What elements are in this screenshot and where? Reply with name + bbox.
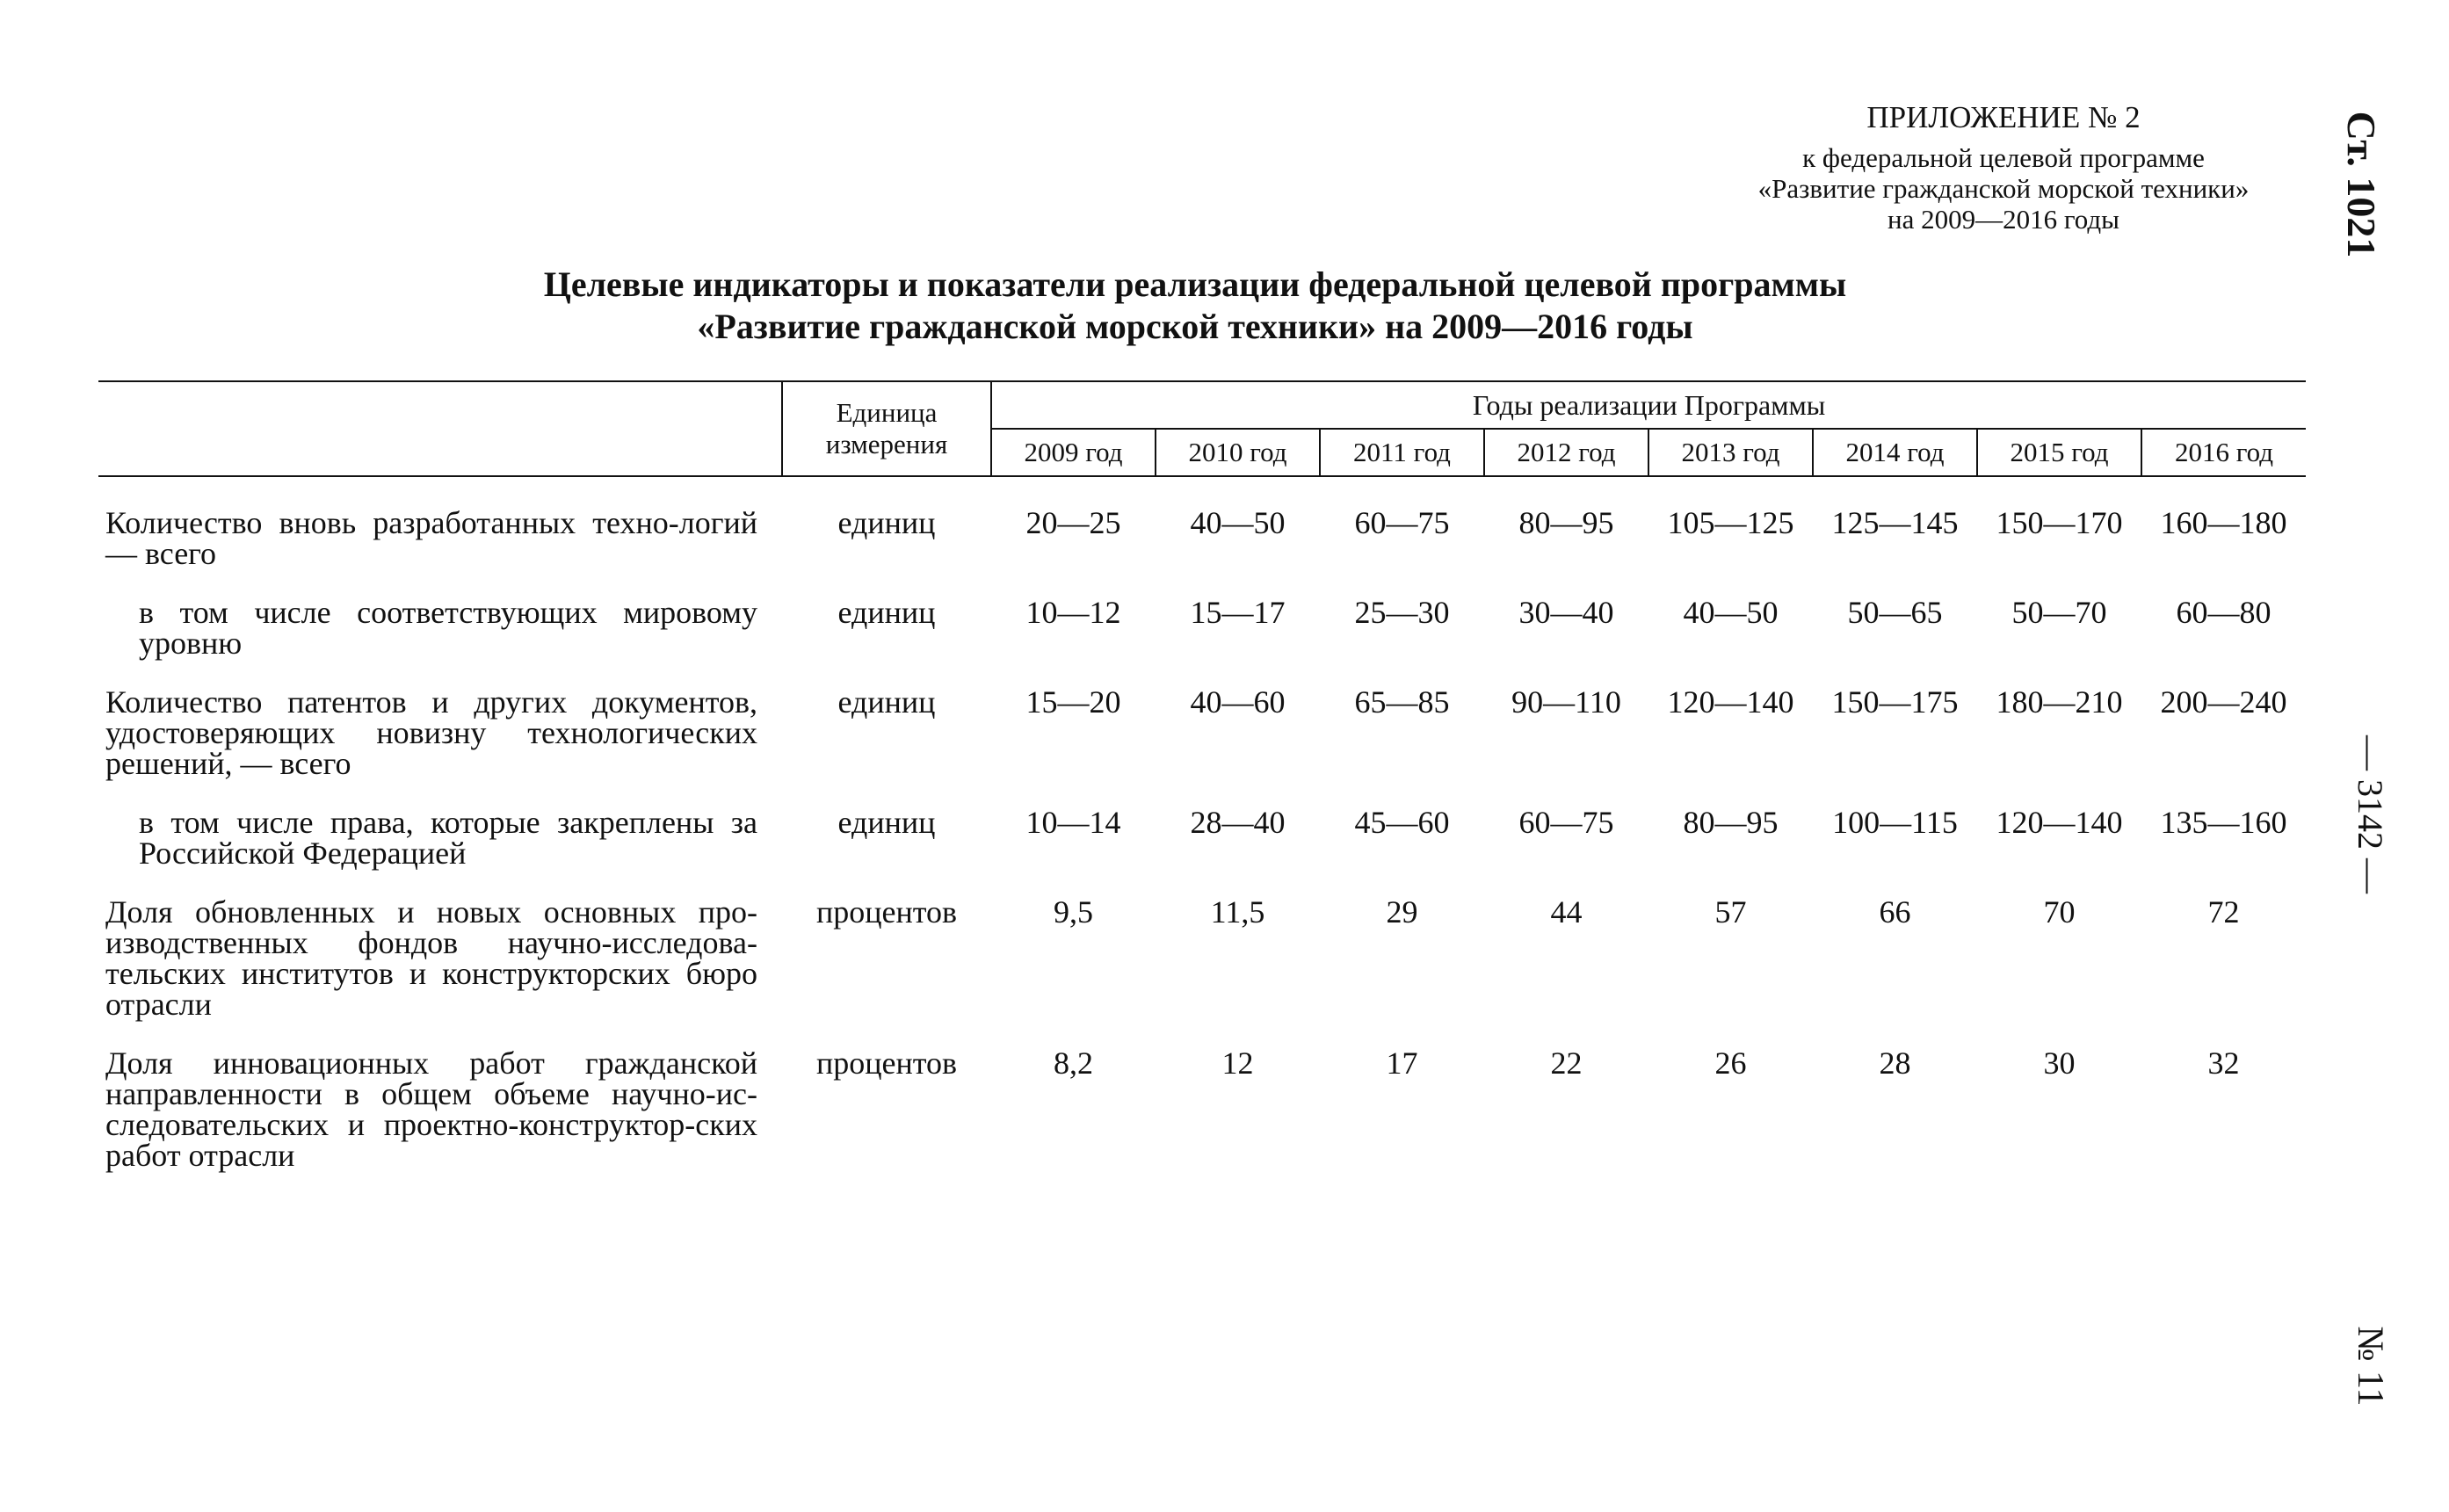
year-header: 2016 год: [2141, 429, 2306, 476]
value-cell: 45—60: [1354, 805, 1450, 840]
value-cell: 29: [1386, 894, 1418, 930]
year-header: 2011 год: [1320, 429, 1484, 476]
value-cell: 26: [1714, 1045, 1747, 1081]
value-cell: 105—125: [1667, 505, 1794, 540]
unit-cell: единиц: [837, 805, 936, 840]
value-cell: 10—14: [1025, 805, 1121, 840]
value-cell: 17: [1386, 1045, 1418, 1081]
value-cell: 72: [2207, 894, 2240, 930]
value-cell: 15—20: [1025, 684, 1121, 720]
table-row: [98, 1048, 2306, 1199]
indicator-cell: [98, 505, 782, 597]
year-header: 2012 год: [1484, 429, 1648, 476]
indicator-name: Количество патентов и других документов, удостоверяющих новизну технологических решений, — всего: [105, 684, 757, 781]
year-header: 2014 год: [1813, 429, 1977, 476]
value-cell: 150—170: [1996, 505, 2123, 540]
value-cell: 57: [1714, 894, 1747, 930]
appendix-title: ПРИЛОЖЕНИЕ № 2: [1866, 100, 2141, 134]
year-header: 2009 год: [991, 429, 1156, 476]
value-cell: 60—80: [2176, 595, 2271, 630]
value-cell: 8,2: [1054, 1045, 1093, 1081]
year-header: 2013 год: [1648, 429, 1813, 476]
value-cell: 180—210: [1996, 684, 2123, 720]
value-cell: 60—75: [1518, 805, 1614, 840]
indicator-cell: [98, 684, 782, 807]
value-cell: 70: [2043, 894, 2076, 930]
value-cell: 15—17: [1190, 595, 1286, 630]
value-cell: 22: [1550, 1045, 1583, 1081]
indicator-name: в том числе соответствующих мировому уровню: [139, 595, 757, 661]
value-cell: 66: [1879, 894, 1911, 930]
value-cell: 28—40: [1190, 805, 1286, 840]
indicator-name: Доля инновационных работ гражданской направленности в общем объеме научно-ис-следовательских и проектно-конструктор-ских работ отрасли: [105, 1045, 757, 1173]
title-line: «Развитие гражданской морской техники» на 2009—2016 годы: [697, 307, 1693, 346]
value-cell: 65—85: [1354, 684, 1450, 720]
indicator-name: Количество вновь разработанных техно-логий — всего: [105, 505, 757, 571]
value-cell: 50—70: [2011, 595, 2107, 630]
table-row: [98, 597, 2306, 687]
value-cell: 10—12: [1025, 595, 1121, 630]
value-cell: 160—180: [2160, 505, 2287, 540]
unit-cell: процентов: [815, 1045, 958, 1081]
value-cell: 80—95: [1683, 805, 1779, 840]
document-title: [281, 264, 2109, 348]
indicators-table: [98, 380, 2306, 1199]
value-cell: 125—145: [1831, 505, 1959, 540]
table-row: [98, 508, 2306, 597]
value-cell: 120—140: [1667, 684, 1794, 720]
value-cell: 9,5: [1054, 894, 1093, 930]
indicator-cell: [98, 597, 782, 687]
year-header: 2010 год: [1156, 429, 1320, 476]
unit-header: Единица измерения: [782, 381, 991, 476]
indicator-cell: [98, 894, 782, 1048]
value-cell: 28: [1879, 1045, 1911, 1081]
unit-cell: процентов: [815, 894, 958, 930]
table-header: [98, 381, 2306, 476]
value-cell: 90—110: [1511, 684, 1621, 720]
value-cell: 40—50: [1683, 595, 1779, 630]
appendix-line: к федеральной целевой программе: [1802, 142, 2205, 173]
indicator-cell: [98, 807, 782, 897]
value-cell: 100—115: [1832, 805, 1958, 840]
value-cell: 25—30: [1354, 595, 1450, 630]
value-cell: 80—95: [1518, 505, 1614, 540]
value-cell: 200—240: [2160, 684, 2287, 720]
value-cell: 32: [2207, 1045, 2240, 1081]
value-cell: 30—40: [1518, 595, 1614, 630]
article-number: Ст. 1021: [2339, 111, 2384, 258]
indicator-name: Доля обновленных и новых основных про-изводственных фондов научно-исследова-тельских институтов и конструкторских бюро отрасли: [105, 894, 757, 1022]
value-cell: 60—75: [1354, 505, 1450, 540]
value-cell: 12: [1221, 1045, 1254, 1081]
value-cell: 40—50: [1190, 505, 1286, 540]
value-cell: 20—25: [1025, 505, 1121, 540]
value-cell: 150—175: [1831, 684, 1959, 720]
value-cell: 30: [2043, 1045, 2076, 1081]
unit-cell: единиц: [837, 505, 936, 540]
value-cell: 135—160: [2160, 805, 2287, 840]
unit-cell: единиц: [837, 684, 936, 720]
indicator-header: [98, 381, 782, 476]
unit-cell: единиц: [837, 595, 936, 630]
page-number: — 3142 —: [2351, 735, 2390, 893]
table-row: [98, 687, 2306, 807]
value-cell: 11,5: [1210, 894, 1265, 930]
table-row: [98, 897, 2306, 1048]
years-header: Годы реализации Программы: [991, 381, 2306, 429]
value-cell: 44: [1550, 894, 1583, 930]
appendix-line: «Развитие гражданской морской техники»: [1757, 173, 2250, 204]
appendix-header: [1670, 98, 2337, 235]
value-cell: 120—140: [1996, 805, 2123, 840]
table-row: [98, 807, 2306, 897]
indicator-cell: [98, 1045, 782, 1199]
issue-number: № 11: [2350, 1326, 2390, 1407]
year-header: 2015 год: [1977, 429, 2141, 476]
value-cell: 50—65: [1847, 595, 1943, 630]
indicator-name: в том числе права, которые закреплены за Российской Федерацией: [139, 805, 757, 871]
appendix-line: на 2009—2016 годы: [1887, 204, 2119, 235]
title-line: Целевые индикаторы и показатели реализации федеральной целевой программы: [543, 264, 1847, 304]
value-cell: 40—60: [1190, 684, 1286, 720]
